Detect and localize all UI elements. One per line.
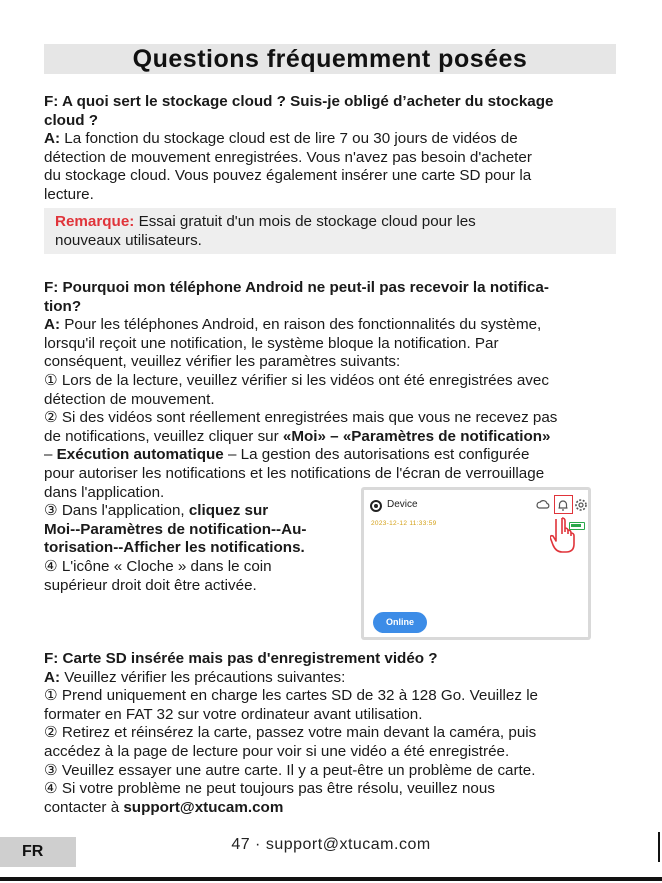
title-bar <box>44 44 616 74</box>
answer-label: A: <box>44 668 61 686</box>
pointing-hand-icon <box>550 516 584 556</box>
bell-icon[interactable] <box>556 498 570 512</box>
device-label: Device <box>387 499 418 510</box>
cloud-icon[interactable] <box>536 498 550 512</box>
note-label: Remarque: <box>55 213 135 230</box>
faq-3-step-2 <box>44 724 616 761</box>
text-line: «Moi» – «Paramètres de notification» <box>282 427 551 445</box>
text-line: ③ Dans l'application, <box>44 502 189 520</box>
timestamp: 2023-12-12 11:33:59 <box>371 520 437 527</box>
text-line: lecture. <box>44 185 94 203</box>
gear-icon[interactable] <box>574 498 588 512</box>
page-title: Questions fréquemment posées <box>132 45 528 73</box>
camera-icon <box>370 500 382 512</box>
text-line: Exécution automatique <box>56 446 224 464</box>
text-line: supérieur droit doit être activée. <box>44 576 257 594</box>
online-button[interactable]: Online <box>373 612 427 633</box>
text-line: cliquez sur <box>188 502 269 520</box>
text-line: ② Si des vidéos sont réellement enregistrées mais que vous ne recevez pas <box>44 409 558 427</box>
app-screenshot <box>361 487 591 640</box>
text-line: Pour les téléphones Android, en raison des fonctionnalités du système, <box>60 316 542 334</box>
text-line: ① Lors de la lecture, veuillez vérifier si les vidéos ont été enregistrées avec <box>44 371 549 389</box>
edge-mark <box>658 832 660 862</box>
bottom-rule <box>0 877 662 881</box>
text-line: contacter à <box>44 798 124 816</box>
text-line: F: A quoi sert le stockage cloud ? Suis-je obligé d’acheter du stockage <box>44 93 554 110</box>
text-line: Veuillez vérifier les précautions suivantes: <box>60 668 346 686</box>
page-footer: 47 · support@xtucam.com <box>231 836 431 853</box>
text-line: F: Pourquoi mon téléphone Android ne peut-il pas recevoir la notifica- <box>44 279 549 296</box>
text-line: de notifications, veuillez cliquer sur <box>44 427 283 445</box>
text-line: accédez à la page de lecture pour voir si une vidéo a été enregistrée. <box>44 742 510 760</box>
text-line: torisation--Afficher les notifications. <box>44 539 305 557</box>
faq-3-step-4 <box>44 780 616 817</box>
text-line: détection de mouvement enregistrées. Vous n'avez pas besoin d'acheter <box>44 148 532 166</box>
text-line: pour autoriser les notifications et les notifications de l'écran de verrouillage <box>44 464 545 482</box>
faq-1-question <box>44 93 616 130</box>
note-box <box>44 208 616 254</box>
text-line: dans l'application. <box>44 483 165 501</box>
faq-3-step-3: ③ Veuillez essayer une autre carte. Il y a peut-être un problème de carte. <box>44 761 536 779</box>
answer-label: A: <box>44 130 61 148</box>
faq-2-question <box>44 279 616 316</box>
faq-3-question: F: Carte SD insérée mais pas d'enregistrement vidéo ? <box>44 650 438 667</box>
text-line: Moi--Paramètres de notification--Au- <box>44 520 307 538</box>
support-email[interactable]: support@xtucam.com <box>123 798 284 816</box>
text-line: cloud ? <box>44 111 98 129</box>
text-line: – <box>44 446 57 464</box>
text-line: Essai gratuit d'un mois de stockage cloud pour les <box>134 213 476 230</box>
text-line: – La gestion des autorisations est configurée <box>223 446 530 464</box>
faq-2-step-1 <box>44 372 616 409</box>
language-tab: FR <box>0 837 76 867</box>
text-line: ② Retirez et réinsérez la carte, passez votre main devant la caméra, puis <box>44 724 537 742</box>
faq-1 <box>44 93 616 205</box>
answer-label: A: <box>44 316 61 334</box>
text-line: nouveaux utilisateurs. <box>55 231 202 249</box>
faq-1-answer <box>44 130 616 204</box>
faq-3 <box>44 650 616 817</box>
text-line: conséquent, veuillez vérifier les paramètres suivants: <box>44 353 401 371</box>
text-line: lorsqu'il reçoit une notification, le système bloque la notification. Par <box>44 334 499 352</box>
text-line: ④ L'icône « Cloche » dans le coin <box>44 557 272 575</box>
text-line: ④ Si votre problème ne peut toujours pas être résolu, veuillez nous <box>44 780 495 798</box>
text-line: formater en FAT 32 sur votre ordinateur avant utilisation. <box>44 705 423 723</box>
faq-2-answer <box>44 316 616 372</box>
text-line: détection de mouvement. <box>44 390 215 408</box>
text-line: du stockage cloud. Vous pouvez également insérer une carte SD pour la <box>44 167 532 185</box>
faq-3-answer <box>44 669 616 688</box>
text-line: tion? <box>44 297 82 315</box>
text-line: La fonction du stockage cloud est de lire 7 ou 30 jours de vidéos de <box>60 130 518 148</box>
app-screen <box>364 490 588 637</box>
faq-3-step-1 <box>44 687 616 724</box>
text-line: ① Prend uniquement en charge les cartes SD de 32 à 128 Go. Veuillez le <box>44 687 539 705</box>
